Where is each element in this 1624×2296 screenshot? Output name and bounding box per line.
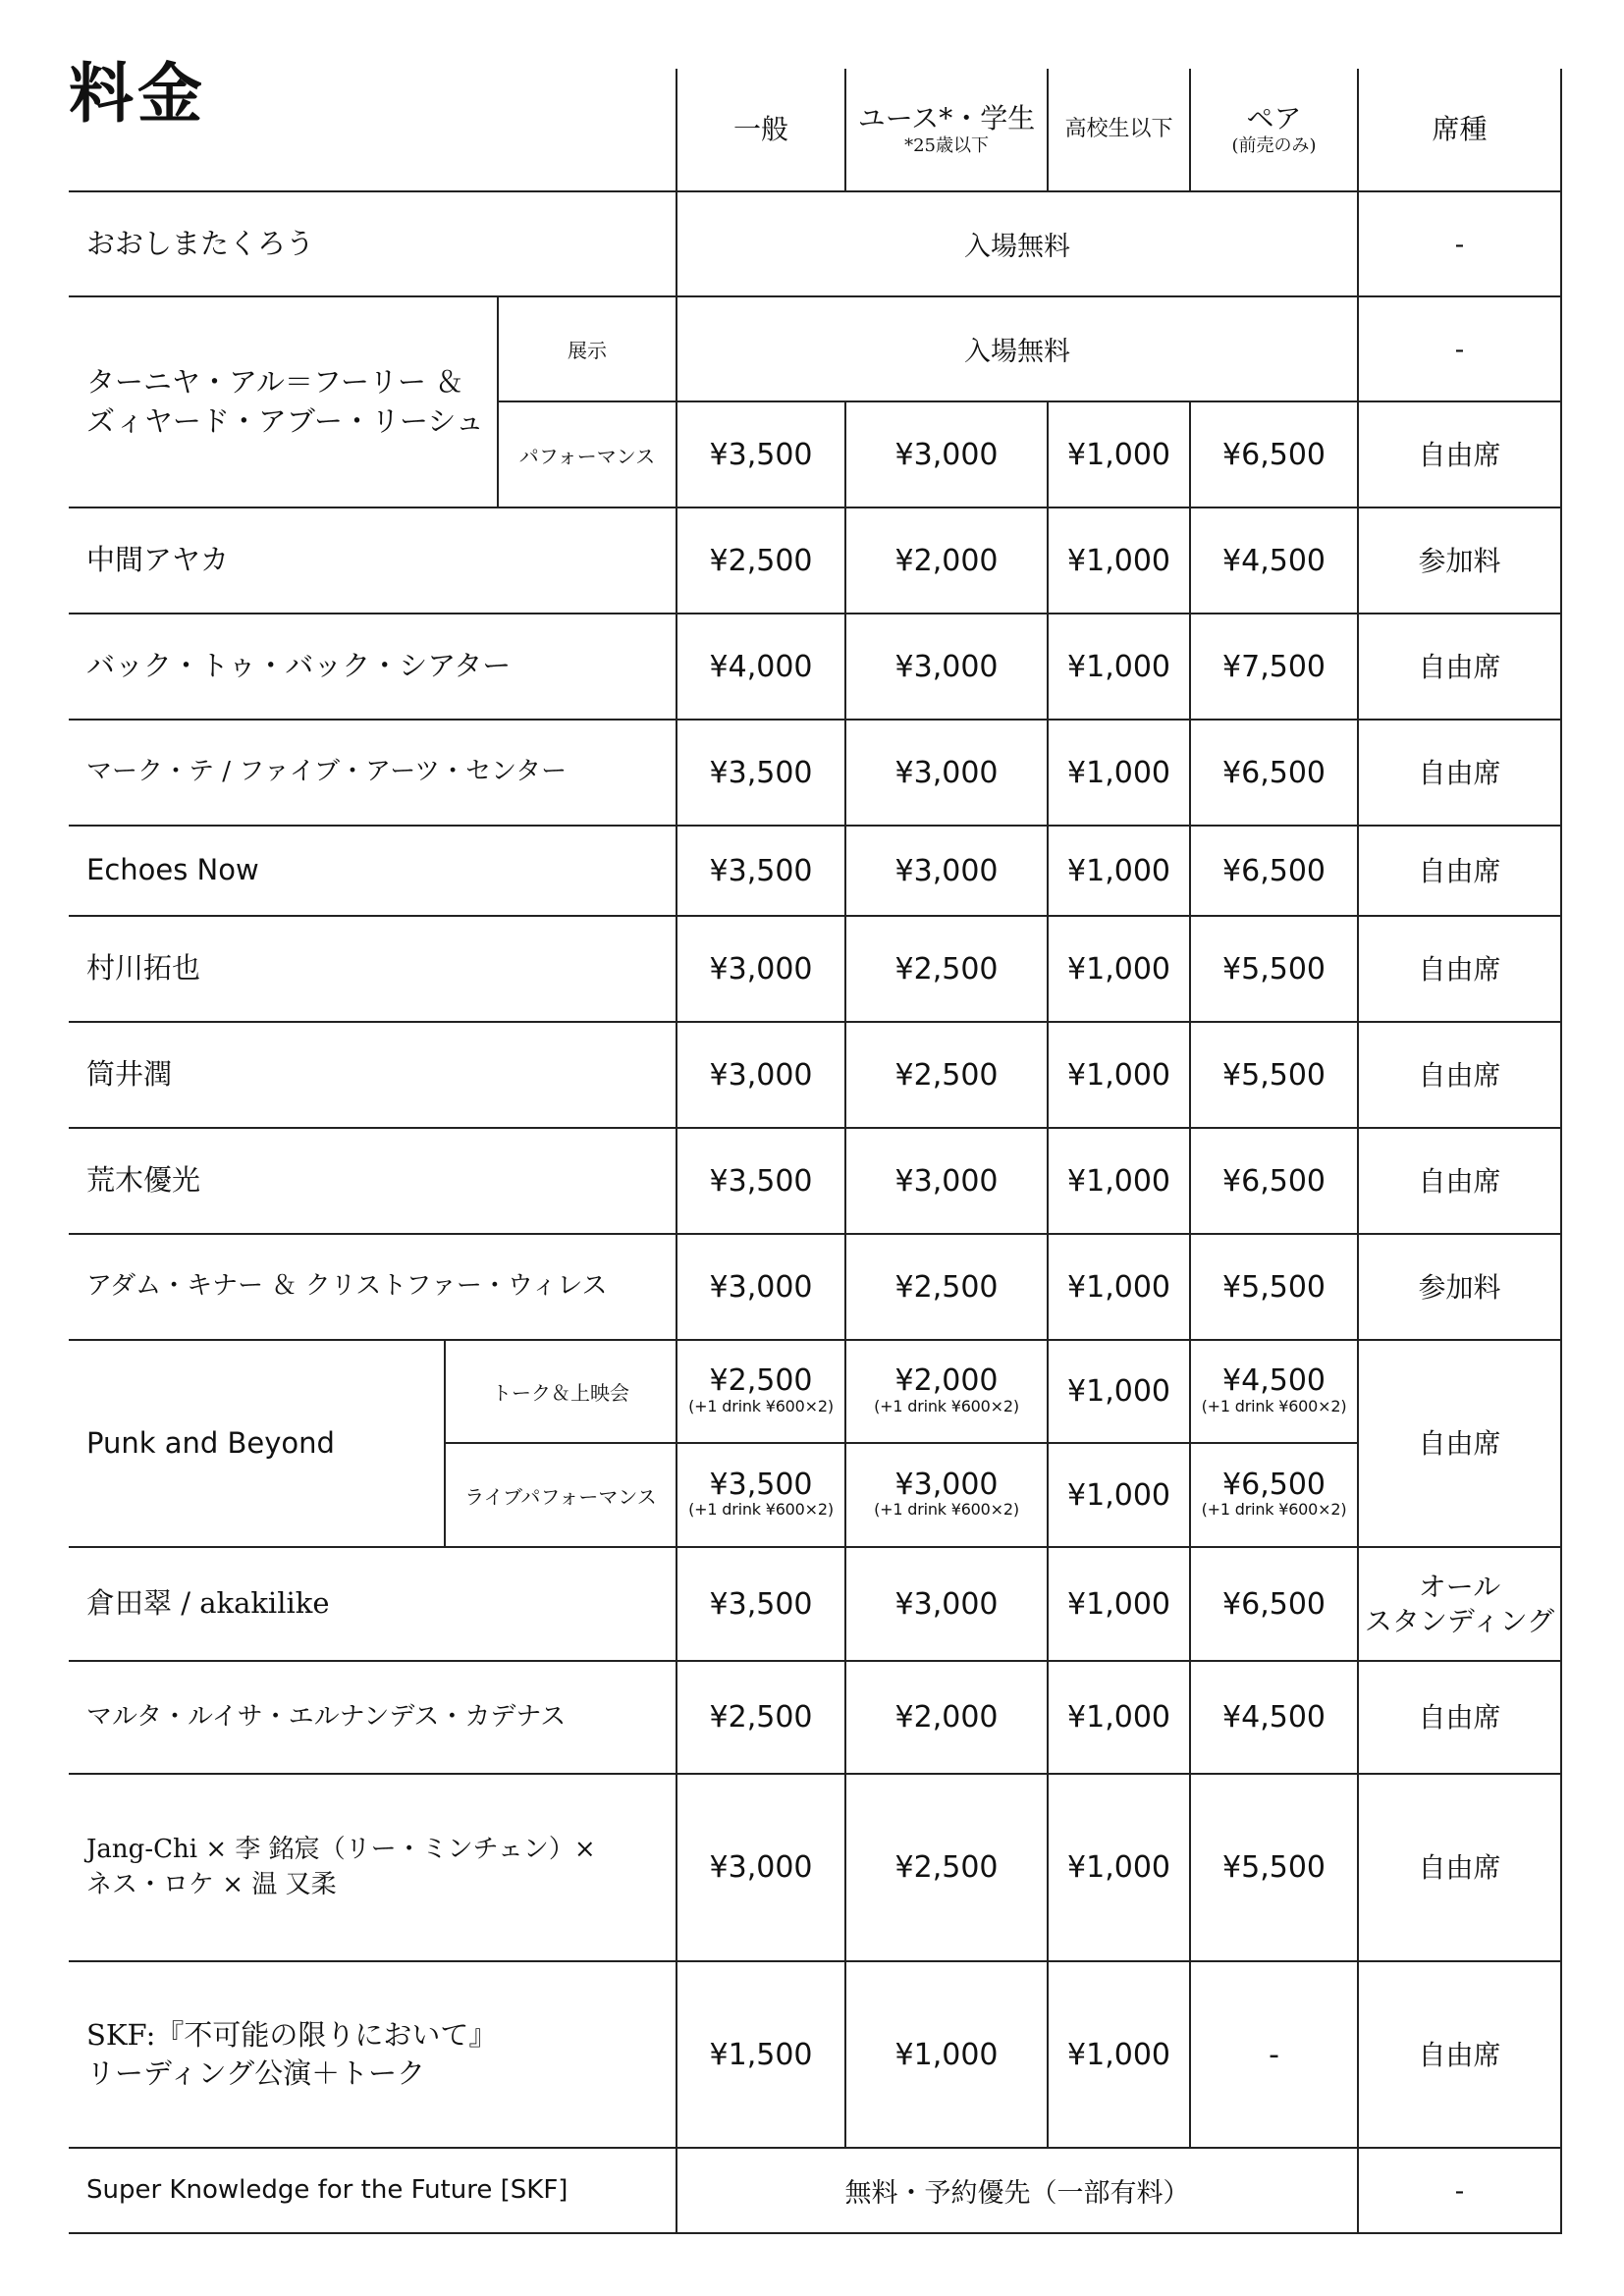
price-highschool: ¥1,000 [1048,1661,1190,1774]
table-row [69,1340,1561,1443]
seat-type: - [1358,296,1561,401]
price-youth: ¥2,500 [845,1234,1048,1340]
table-row [69,1961,1561,2148]
price-highschool: ¥1,000 [1048,1022,1190,1128]
price-youth: ¥3,000 [845,1128,1048,1234]
header-pair-note: (前売のみ) [1231,135,1317,156]
price-pair [1190,1340,1358,1443]
sub-label: パフォーマンス [498,401,677,507]
price-youth: ¥3,000 [845,720,1048,826]
table-row [69,2148,1561,2233]
row-name [69,296,498,507]
price-youth: ¥3,000 [845,614,1048,720]
row-name: おおしまたくろう [69,191,677,296]
table-row [69,614,1561,720]
row-name-line2: ズィヤード・アブー・リーシュ [86,403,484,438]
seat-type: - [1358,191,1561,296]
drink-note: (+1 drink ¥600×2) [874,1396,1019,1415]
row-name: Echoes Now [69,826,677,916]
sub-label: 展示 [498,296,677,401]
price-youth: ¥3,000 [845,826,1048,916]
table-row [69,1774,1561,1961]
price-value: ¥3,500 [709,1467,813,1502]
price-pair: ¥6,500 [1190,1128,1358,1234]
price-general: ¥2,500 [677,1661,845,1774]
price-general: ¥3,000 [677,1234,845,1340]
price-pair: ¥5,500 [1190,1022,1358,1128]
header-pair [1190,69,1358,191]
row-name: 倉田翠 / akakilike [69,1547,677,1661]
seat-type [1358,1547,1561,1661]
price-pair: ¥5,500 [1190,916,1358,1022]
row-name: 中間アヤカ [69,507,677,614]
price-youth: ¥1,000 [845,1961,1048,2148]
price-pair: ¥4,500 [1190,1661,1358,1774]
price-pair: ¥5,500 [1190,1774,1358,1961]
row-name: マルタ・ルイサ・エルナンデス・カデナス [69,1661,677,1774]
row-name [69,1774,677,1961]
price-general: ¥3,500 [677,1547,845,1661]
sub-label: ライブパフォーマンス [445,1443,677,1547]
header-seat: 席種 [1358,69,1561,191]
drink-note: (+1 drink ¥600×2) [1201,1500,1347,1520]
price-youth: ¥2,000 [845,1661,1048,1774]
price-highschool: ¥1,000 [1048,1128,1190,1234]
row-name: マーク・テ / ファイブ・アーツ・センター [69,720,677,826]
price-value: ¥2,000 [894,1363,999,1399]
price-highschool: ¥1,000 [1048,1547,1190,1661]
table-row [69,507,1561,614]
free-admission: 入場無料 [677,191,1358,296]
row-name-line1: Jang-Chi × 李 銘宸（リー・ミンチェン）× [86,1835,596,1865]
price-pair [1190,1443,1358,1547]
price-pair: - [1190,1961,1358,2148]
price-pair: ¥4,500 [1190,507,1358,614]
table-row [69,720,1561,826]
price-highschool: ¥1,000 [1048,614,1190,720]
seat-line1: オール [1418,1571,1501,1603]
price-general: ¥1,500 [677,1961,845,2148]
seat-type: - [1358,2148,1561,2233]
table-row [69,296,1561,401]
price-youth: ¥3,000 [845,1547,1048,1661]
price-pair: ¥5,500 [1190,1234,1358,1340]
price-general: ¥3,500 [677,1128,845,1234]
row-name: 荒木優光 [69,1128,677,1234]
price-pair: ¥7,500 [1190,614,1358,720]
drink-note: (+1 drink ¥600×2) [688,1500,834,1520]
seat-line2: スタンディング [1364,1605,1555,1637]
price-highschool: ¥1,000 [1048,720,1190,826]
price-highschool: ¥1,000 [1048,507,1190,614]
seat-type: 自由席 [1358,401,1561,507]
price-general: ¥3,000 [677,1022,845,1128]
price-youth [845,1340,1048,1443]
seat-type: 参加料 [1358,1234,1561,1340]
header-youth-note: *25歳以下 [904,135,989,156]
drink-note: (+1 drink ¥600×2) [1201,1396,1347,1415]
header-blank [69,69,677,191]
price-general: ¥2,500 [677,507,845,614]
table-row [69,1128,1561,1234]
row-name [69,1961,677,2148]
price-general [677,1443,845,1547]
price-value: ¥3,000 [894,1467,999,1502]
price-value: ¥2,500 [709,1363,813,1399]
row-name-line2: リーディング公演＋トーク [86,2056,426,2090]
price-general: ¥3,000 [677,1774,845,1961]
price-highschool: ¥1,000 [1048,1234,1190,1340]
seat-type: 自由席 [1358,720,1561,826]
table-row [69,191,1561,296]
drink-note: (+1 drink ¥600×2) [874,1500,1019,1520]
price-youth [845,1443,1048,1547]
free-admission: 入場無料 [677,296,1358,401]
seat-type: 参加料 [1358,507,1561,614]
price-highschool: ¥1,000 [1048,1340,1190,1443]
sub-label: トーク＆上映会 [445,1340,677,1443]
seat-type: 自由席 [1358,1774,1561,1961]
price-highschool: ¥1,000 [1048,1774,1190,1961]
seat-type: 自由席 [1358,1128,1561,1234]
row-name: Punk and Beyond [69,1340,445,1547]
price-highschool: ¥1,000 [1048,826,1190,916]
price-pair: ¥6,500 [1190,1547,1358,1661]
price-highschool: ¥1,000 [1048,1961,1190,2148]
fee-table [69,69,1562,2234]
row-name: アダム・キナー ＆ クリストファー・ウィレス [69,1234,677,1340]
row-name-line1: ターニヤ・アル＝フーリー ＆ [86,365,464,400]
header-pair-label: ペア [1246,102,1302,135]
table-row [69,1234,1561,1340]
price-value: ¥6,500 [1222,1467,1326,1502]
seat-type: 自由席 [1358,826,1561,916]
table-row [69,1547,1561,1661]
price-pair: ¥6,500 [1190,826,1358,916]
price-pair: ¥6,500 [1190,720,1358,826]
price-youth: ¥2,500 [845,1022,1048,1128]
drink-note: (+1 drink ¥600×2) [688,1396,834,1415]
row-name: 筒井潤 [69,1022,677,1128]
table-row [69,916,1561,1022]
price-youth: ¥2,500 [845,916,1048,1022]
seat-type: 自由席 [1358,1022,1561,1128]
price-general: ¥4,000 [677,614,845,720]
price-general [677,1340,845,1443]
seat-type: 自由席 [1358,916,1561,1022]
page-title: 料金 [69,55,206,132]
price-pair: ¥6,500 [1190,401,1358,507]
seat-type: 自由席 [1358,1661,1561,1774]
row-name: Super Knowledge for the Future [SKF] [69,2148,677,2233]
table-row [69,1661,1561,1774]
table-row [69,826,1561,916]
price-general: ¥3,500 [677,826,845,916]
header-row [69,69,1561,191]
price-highschool: ¥1,000 [1048,1443,1190,1547]
seat-type: 自由席 [1358,1961,1561,2148]
row-name-line2: ネス・ロケ × 温 又柔 [86,1869,337,1899]
price-youth: ¥3,000 [845,401,1048,507]
price-highschool: ¥1,000 [1048,401,1190,507]
free-reservation: 無料・予約優先（一部有料） [677,2148,1358,2233]
price-youth: ¥2,500 [845,1774,1048,1961]
price-general: ¥3,500 [677,720,845,826]
price-youth: ¥2,000 [845,507,1048,614]
header-youth-label: ユース*・学生 [857,102,1036,135]
row-name: 村川拓也 [69,916,677,1022]
row-name-line1: SKF:『不可能の限りにおいて』 [86,2017,498,2052]
header-highschool: 高校生以下 [1048,69,1190,191]
price-value: ¥4,500 [1222,1363,1326,1399]
row-name: バック・トゥ・バック・シアター [69,614,677,720]
table-row [69,1022,1561,1128]
seat-type: 自由席 [1358,614,1561,720]
price-general: ¥3,000 [677,916,845,1022]
price-highschool: ¥1,000 [1048,916,1190,1022]
header-general: 一般 [677,69,845,191]
header-youth [845,69,1048,191]
price-general: ¥3,500 [677,401,845,507]
seat-type: 自由席 [1358,1340,1561,1547]
